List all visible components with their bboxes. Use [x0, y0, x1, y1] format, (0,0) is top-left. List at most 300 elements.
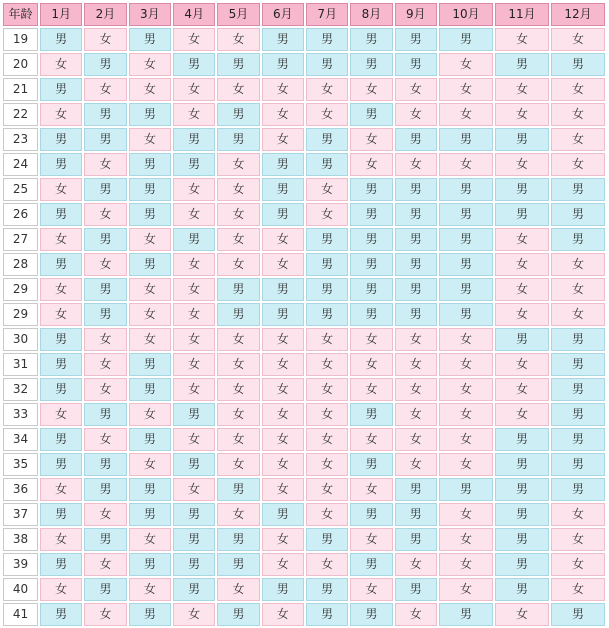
gender-cell: 女 — [129, 453, 171, 476]
gender-cell: 女 — [262, 103, 304, 126]
gender-cell: 女 — [129, 328, 171, 351]
table-row — [3, 578, 605, 601]
gender-cell: 男 — [40, 128, 82, 151]
gender-cell: 男 — [350, 203, 392, 226]
gender-cell: 男 — [350, 553, 392, 576]
table-row — [3, 353, 605, 376]
table-row — [3, 428, 605, 451]
gender-cell: 男 — [350, 228, 392, 251]
gender-cell: 男 — [217, 278, 259, 301]
gender-cell: 男 — [129, 378, 171, 401]
month-column-header: 3月 — [129, 3, 171, 26]
month-column-header: 5月 — [217, 3, 259, 26]
gender-cell: 女 — [306, 353, 348, 376]
gender-cell: 男 — [173, 153, 215, 176]
gender-cell: 男 — [129, 153, 171, 176]
gender-cell: 女 — [173, 178, 215, 201]
gender-cell: 男 — [495, 178, 549, 201]
gender-cell: 女 — [84, 503, 126, 526]
gender-cell: 女 — [262, 603, 304, 626]
month-column-header: 6月 — [262, 3, 304, 26]
gender-cell: 男 — [495, 453, 549, 476]
gender-cell: 男 — [40, 153, 82, 176]
age-cell: 30 — [3, 328, 38, 351]
gender-cell: 女 — [40, 528, 82, 551]
gender-cell: 女 — [495, 153, 549, 176]
table-row — [3, 128, 605, 151]
gender-cell: 女 — [439, 553, 493, 576]
gender-cell: 男 — [495, 578, 549, 601]
gender-cell: 女 — [306, 178, 348, 201]
gender-cell: 男 — [129, 503, 171, 526]
gender-cell: 女 — [262, 128, 304, 151]
gender-cell: 女 — [262, 453, 304, 476]
gender-cell: 男 — [439, 178, 493, 201]
table-row — [3, 278, 605, 301]
gender-cell: 男 — [84, 453, 126, 476]
month-column-header: 4月 — [173, 3, 215, 26]
gender-cell: 女 — [350, 478, 392, 501]
gender-cell: 男 — [262, 303, 304, 326]
gender-cell: 男 — [551, 428, 605, 451]
gender-cell: 女 — [306, 103, 348, 126]
gender-cell: 女 — [129, 78, 171, 101]
gender-cell: 男 — [217, 53, 259, 76]
gender-cell: 男 — [495, 478, 549, 501]
gender-cell: 女 — [217, 503, 259, 526]
table-row — [3, 503, 605, 526]
gender-cell: 女 — [350, 578, 392, 601]
table-row — [3, 178, 605, 201]
gender-cell: 男 — [84, 478, 126, 501]
gender-cell: 女 — [551, 253, 605, 276]
gender-cell: 男 — [173, 528, 215, 551]
gender-cell: 男 — [129, 353, 171, 376]
gender-cell: 男 — [306, 578, 348, 601]
gender-cell: 男 — [495, 203, 549, 226]
age-cell: 33 — [3, 403, 38, 426]
age-cell: 40 — [3, 578, 38, 601]
gender-cell: 女 — [217, 378, 259, 401]
gender-cell: 女 — [306, 203, 348, 226]
gender-cell: 男 — [40, 28, 82, 51]
gender-cell: 女 — [84, 253, 126, 276]
gender-cell: 男 — [306, 603, 348, 626]
gender-cell: 女 — [350, 528, 392, 551]
age-cell: 37 — [3, 503, 38, 526]
gender-cell: 女 — [173, 203, 215, 226]
gender-cell: 女 — [395, 78, 437, 101]
age-cell: 32 — [3, 378, 38, 401]
gender-cell: 女 — [395, 553, 437, 576]
gender-cell: 女 — [129, 128, 171, 151]
age-cell: 41 — [3, 603, 38, 626]
age-cell: 34 — [3, 428, 38, 451]
month-column-header: 2月 — [84, 3, 126, 26]
gender-cell: 女 — [40, 103, 82, 126]
gender-cell: 女 — [217, 328, 259, 351]
gender-cell: 男 — [350, 28, 392, 51]
gender-cell: 女 — [306, 553, 348, 576]
gender-cell: 男 — [84, 53, 126, 76]
gender-cell: 男 — [129, 103, 171, 126]
gender-cell: 女 — [495, 603, 549, 626]
gender-cell: 男 — [306, 28, 348, 51]
table-row — [3, 453, 605, 476]
gender-cell: 男 — [306, 528, 348, 551]
gender-cell: 女 — [495, 28, 549, 51]
age-cell: 38 — [3, 528, 38, 551]
gender-cell: 男 — [173, 578, 215, 601]
gender-cell: 男 — [306, 253, 348, 276]
gender-cell: 女 — [551, 553, 605, 576]
table-row — [3, 328, 605, 351]
gender-cell: 男 — [40, 253, 82, 276]
gender-cell: 男 — [217, 528, 259, 551]
month-column-header: 12月 — [551, 3, 605, 26]
gender-cell: 男 — [262, 178, 304, 201]
gender-cell: 男 — [129, 603, 171, 626]
gender-cell: 男 — [306, 153, 348, 176]
table-row — [3, 553, 605, 576]
header-row — [3, 3, 605, 26]
gender-cell: 男 — [84, 128, 126, 151]
gender-cell: 女 — [40, 403, 82, 426]
gender-cell: 女 — [173, 28, 215, 51]
gender-cell: 女 — [350, 428, 392, 451]
gender-cell: 男 — [439, 303, 493, 326]
gender-prediction-table — [1, 1, 607, 628]
gender-cell: 男 — [84, 578, 126, 601]
gender-cell: 女 — [84, 378, 126, 401]
gender-cell: 女 — [40, 178, 82, 201]
gender-cell: 女 — [551, 503, 605, 526]
gender-cell: 女 — [129, 578, 171, 601]
gender-cell: 男 — [84, 528, 126, 551]
table-row — [3, 228, 605, 251]
table-row — [3, 603, 605, 626]
month-column-header: 11月 — [495, 3, 549, 26]
gender-cell: 男 — [217, 478, 259, 501]
gender-cell: 男 — [350, 103, 392, 126]
gender-cell: 女 — [395, 428, 437, 451]
gender-cell: 女 — [84, 428, 126, 451]
gender-cell: 男 — [395, 528, 437, 551]
gender-cell: 女 — [217, 353, 259, 376]
gender-cell: 男 — [395, 578, 437, 601]
gender-cell: 男 — [495, 553, 549, 576]
age-cell: 29 — [3, 303, 38, 326]
gender-cell: 女 — [84, 553, 126, 576]
gender-cell: 男 — [551, 453, 605, 476]
table-row — [3, 53, 605, 76]
gender-cell: 男 — [350, 53, 392, 76]
gender-cell: 男 — [350, 278, 392, 301]
gender-cell: 女 — [173, 428, 215, 451]
gender-cell: 女 — [439, 353, 493, 376]
gender-cell: 女 — [439, 403, 493, 426]
gender-cell: 男 — [84, 403, 126, 426]
gender-cell: 女 — [262, 528, 304, 551]
gender-cell: 女 — [350, 128, 392, 151]
table-row — [3, 153, 605, 176]
gender-cell: 女 — [495, 353, 549, 376]
gender-cell: 女 — [395, 378, 437, 401]
gender-cell: 女 — [551, 278, 605, 301]
gender-cell: 女 — [495, 378, 549, 401]
gender-cell: 女 — [439, 78, 493, 101]
gender-cell: 女 — [262, 78, 304, 101]
gender-cell: 男 — [350, 453, 392, 476]
gender-cell: 男 — [40, 453, 82, 476]
gender-cell: 女 — [84, 203, 126, 226]
gender-cell: 男 — [495, 428, 549, 451]
gender-cell: 男 — [129, 553, 171, 576]
gender-cell: 男 — [84, 278, 126, 301]
gender-cell: 男 — [262, 53, 304, 76]
gender-cell: 女 — [495, 403, 549, 426]
gender-cell: 女 — [350, 378, 392, 401]
gender-cell: 女 — [262, 353, 304, 376]
gender-cell: 男 — [262, 28, 304, 51]
age-cell: 26 — [3, 203, 38, 226]
gender-cell: 女 — [217, 153, 259, 176]
gender-cell: 女 — [495, 253, 549, 276]
table-row — [3, 528, 605, 551]
gender-cell: 男 — [84, 228, 126, 251]
gender-cell: 男 — [129, 428, 171, 451]
gender-cell: 男 — [551, 328, 605, 351]
gender-cell: 女 — [395, 353, 437, 376]
gender-cell: 男 — [395, 28, 437, 51]
gender-cell: 女 — [306, 328, 348, 351]
gender-cell: 女 — [306, 428, 348, 451]
gender-cell: 男 — [395, 278, 437, 301]
gender-cell: 男 — [129, 253, 171, 276]
gender-cell: 男 — [395, 228, 437, 251]
gender-cell: 女 — [173, 478, 215, 501]
gender-cell: 女 — [173, 353, 215, 376]
age-cell: 39 — [3, 553, 38, 576]
table-row — [3, 478, 605, 501]
month-column-header: 1月 — [40, 3, 82, 26]
gender-cell: 女 — [173, 328, 215, 351]
gender-cell: 女 — [84, 603, 126, 626]
gender-cell: 男 — [173, 553, 215, 576]
gender-cell: 女 — [439, 153, 493, 176]
gender-cell: 女 — [439, 578, 493, 601]
gender-cell: 男 — [495, 128, 549, 151]
gender-cell: 女 — [551, 578, 605, 601]
gender-cell: 女 — [495, 103, 549, 126]
gender-cell: 男 — [395, 53, 437, 76]
gender-cell: 女 — [439, 378, 493, 401]
gender-cell: 男 — [40, 503, 82, 526]
gender-cell: 男 — [173, 128, 215, 151]
gender-cell: 女 — [262, 328, 304, 351]
table-row — [3, 378, 605, 401]
age-cell: 28 — [3, 253, 38, 276]
gender-cell: 女 — [395, 403, 437, 426]
gender-cell: 女 — [262, 378, 304, 401]
gender-cell: 男 — [84, 103, 126, 126]
gender-cell: 女 — [439, 103, 493, 126]
gender-cell: 女 — [129, 278, 171, 301]
gender-cell: 女 — [217, 28, 259, 51]
gender-cell: 男 — [129, 178, 171, 201]
gender-cell: 男 — [262, 153, 304, 176]
gender-cell: 男 — [439, 253, 493, 276]
gender-cell: 男 — [306, 53, 348, 76]
gender-cell: 男 — [40, 78, 82, 101]
gender-cell: 女 — [129, 403, 171, 426]
gender-cell: 女 — [129, 303, 171, 326]
gender-cell: 女 — [173, 253, 215, 276]
gender-cell: 女 — [306, 403, 348, 426]
gender-cell: 男 — [40, 603, 82, 626]
gender-cell: 男 — [40, 353, 82, 376]
gender-cell: 男 — [439, 228, 493, 251]
gender-cell: 男 — [173, 453, 215, 476]
age-cell: 25 — [3, 178, 38, 201]
gender-cell: 男 — [217, 103, 259, 126]
gender-cell: 女 — [173, 278, 215, 301]
age-cell: 24 — [3, 153, 38, 176]
table-row — [3, 78, 605, 101]
gender-cell: 女 — [495, 78, 549, 101]
gender-cell: 女 — [395, 153, 437, 176]
gender-cell: 男 — [439, 28, 493, 51]
gender-cell: 男 — [306, 228, 348, 251]
table-row — [3, 203, 605, 226]
month-column-header: 7月 — [306, 3, 348, 26]
table-row — [3, 403, 605, 426]
gender-cell: 男 — [262, 203, 304, 226]
gender-cell: 男 — [495, 328, 549, 351]
gender-cell: 女 — [84, 328, 126, 351]
gender-cell: 男 — [551, 603, 605, 626]
month-column-header: 9月 — [395, 3, 437, 26]
age-cell: 22 — [3, 103, 38, 126]
age-cell: 20 — [3, 53, 38, 76]
gender-cell: 男 — [306, 303, 348, 326]
gender-cell: 男 — [395, 203, 437, 226]
gender-cell: 男 — [495, 53, 549, 76]
gender-cell: 女 — [40, 278, 82, 301]
gender-cell: 男 — [84, 303, 126, 326]
gender-cell: 男 — [439, 203, 493, 226]
gender-cell: 男 — [350, 178, 392, 201]
gender-cell: 男 — [395, 478, 437, 501]
gender-cell: 女 — [350, 353, 392, 376]
gender-cell: 女 — [40, 303, 82, 326]
gender-cell: 女 — [306, 503, 348, 526]
gender-cell: 女 — [395, 453, 437, 476]
gender-cell: 男 — [395, 128, 437, 151]
gender-cell: 女 — [350, 153, 392, 176]
gender-cell: 女 — [262, 403, 304, 426]
gender-cell: 男 — [173, 403, 215, 426]
gender-cell: 女 — [495, 303, 549, 326]
gender-cell: 女 — [173, 78, 215, 101]
gender-cell: 男 — [551, 228, 605, 251]
gender-cell: 男 — [306, 128, 348, 151]
gender-cell: 男 — [40, 428, 82, 451]
gender-cell: 女 — [217, 253, 259, 276]
gender-cell: 女 — [84, 78, 126, 101]
gender-cell: 女 — [551, 78, 605, 101]
gender-cell: 女 — [306, 478, 348, 501]
gender-cell: 女 — [217, 203, 259, 226]
gender-cell: 男 — [551, 403, 605, 426]
gender-cell: 男 — [395, 303, 437, 326]
age-cell: 31 — [3, 353, 38, 376]
gender-cell: 女 — [551, 103, 605, 126]
gender-cell: 女 — [84, 28, 126, 51]
gender-cell: 男 — [217, 303, 259, 326]
gender-cell: 女 — [217, 78, 259, 101]
gender-cell: 女 — [84, 353, 126, 376]
gender-cell: 男 — [40, 328, 82, 351]
gender-cell: 男 — [217, 603, 259, 626]
gender-cell: 女 — [40, 228, 82, 251]
gender-cell: 女 — [306, 378, 348, 401]
table-row — [3, 253, 605, 276]
gender-cell: 男 — [350, 403, 392, 426]
age-cell: 36 — [3, 478, 38, 501]
gender-cell: 女 — [40, 478, 82, 501]
gender-cell: 男 — [551, 203, 605, 226]
gender-cell: 女 — [439, 528, 493, 551]
gender-cell: 男 — [350, 303, 392, 326]
gender-cell: 男 — [439, 128, 493, 151]
gender-cell: 男 — [551, 353, 605, 376]
gender-cell: 男 — [173, 228, 215, 251]
gender-cell: 男 — [40, 203, 82, 226]
gender-cell: 女 — [217, 428, 259, 451]
gender-cell: 女 — [40, 53, 82, 76]
gender-cell: 男 — [551, 378, 605, 401]
gender-cell: 女 — [217, 578, 259, 601]
gender-cell: 女 — [395, 603, 437, 626]
gender-cell: 女 — [395, 103, 437, 126]
gender-cell: 女 — [439, 453, 493, 476]
gender-cell: 女 — [395, 328, 437, 351]
gender-cell: 女 — [129, 228, 171, 251]
gender-cell: 男 — [40, 553, 82, 576]
gender-cell: 男 — [262, 278, 304, 301]
gender-cell: 男 — [551, 478, 605, 501]
gender-cell: 男 — [129, 203, 171, 226]
age-cell: 21 — [3, 78, 38, 101]
gender-cell: 女 — [40, 578, 82, 601]
gender-cell: 男 — [395, 253, 437, 276]
gender-cell: 女 — [173, 303, 215, 326]
gender-cell: 女 — [439, 428, 493, 451]
gender-cell: 男 — [395, 503, 437, 526]
gender-cell: 女 — [350, 78, 392, 101]
gender-cell: 女 — [217, 403, 259, 426]
gender-cell: 男 — [40, 378, 82, 401]
gender-cell: 女 — [173, 378, 215, 401]
gender-cell: 女 — [551, 153, 605, 176]
gender-cell: 男 — [306, 278, 348, 301]
age-cell: 27 — [3, 228, 38, 251]
gender-cell: 女 — [306, 453, 348, 476]
gender-cell: 女 — [262, 478, 304, 501]
gender-cell: 女 — [495, 278, 549, 301]
gender-cell: 女 — [551, 28, 605, 51]
